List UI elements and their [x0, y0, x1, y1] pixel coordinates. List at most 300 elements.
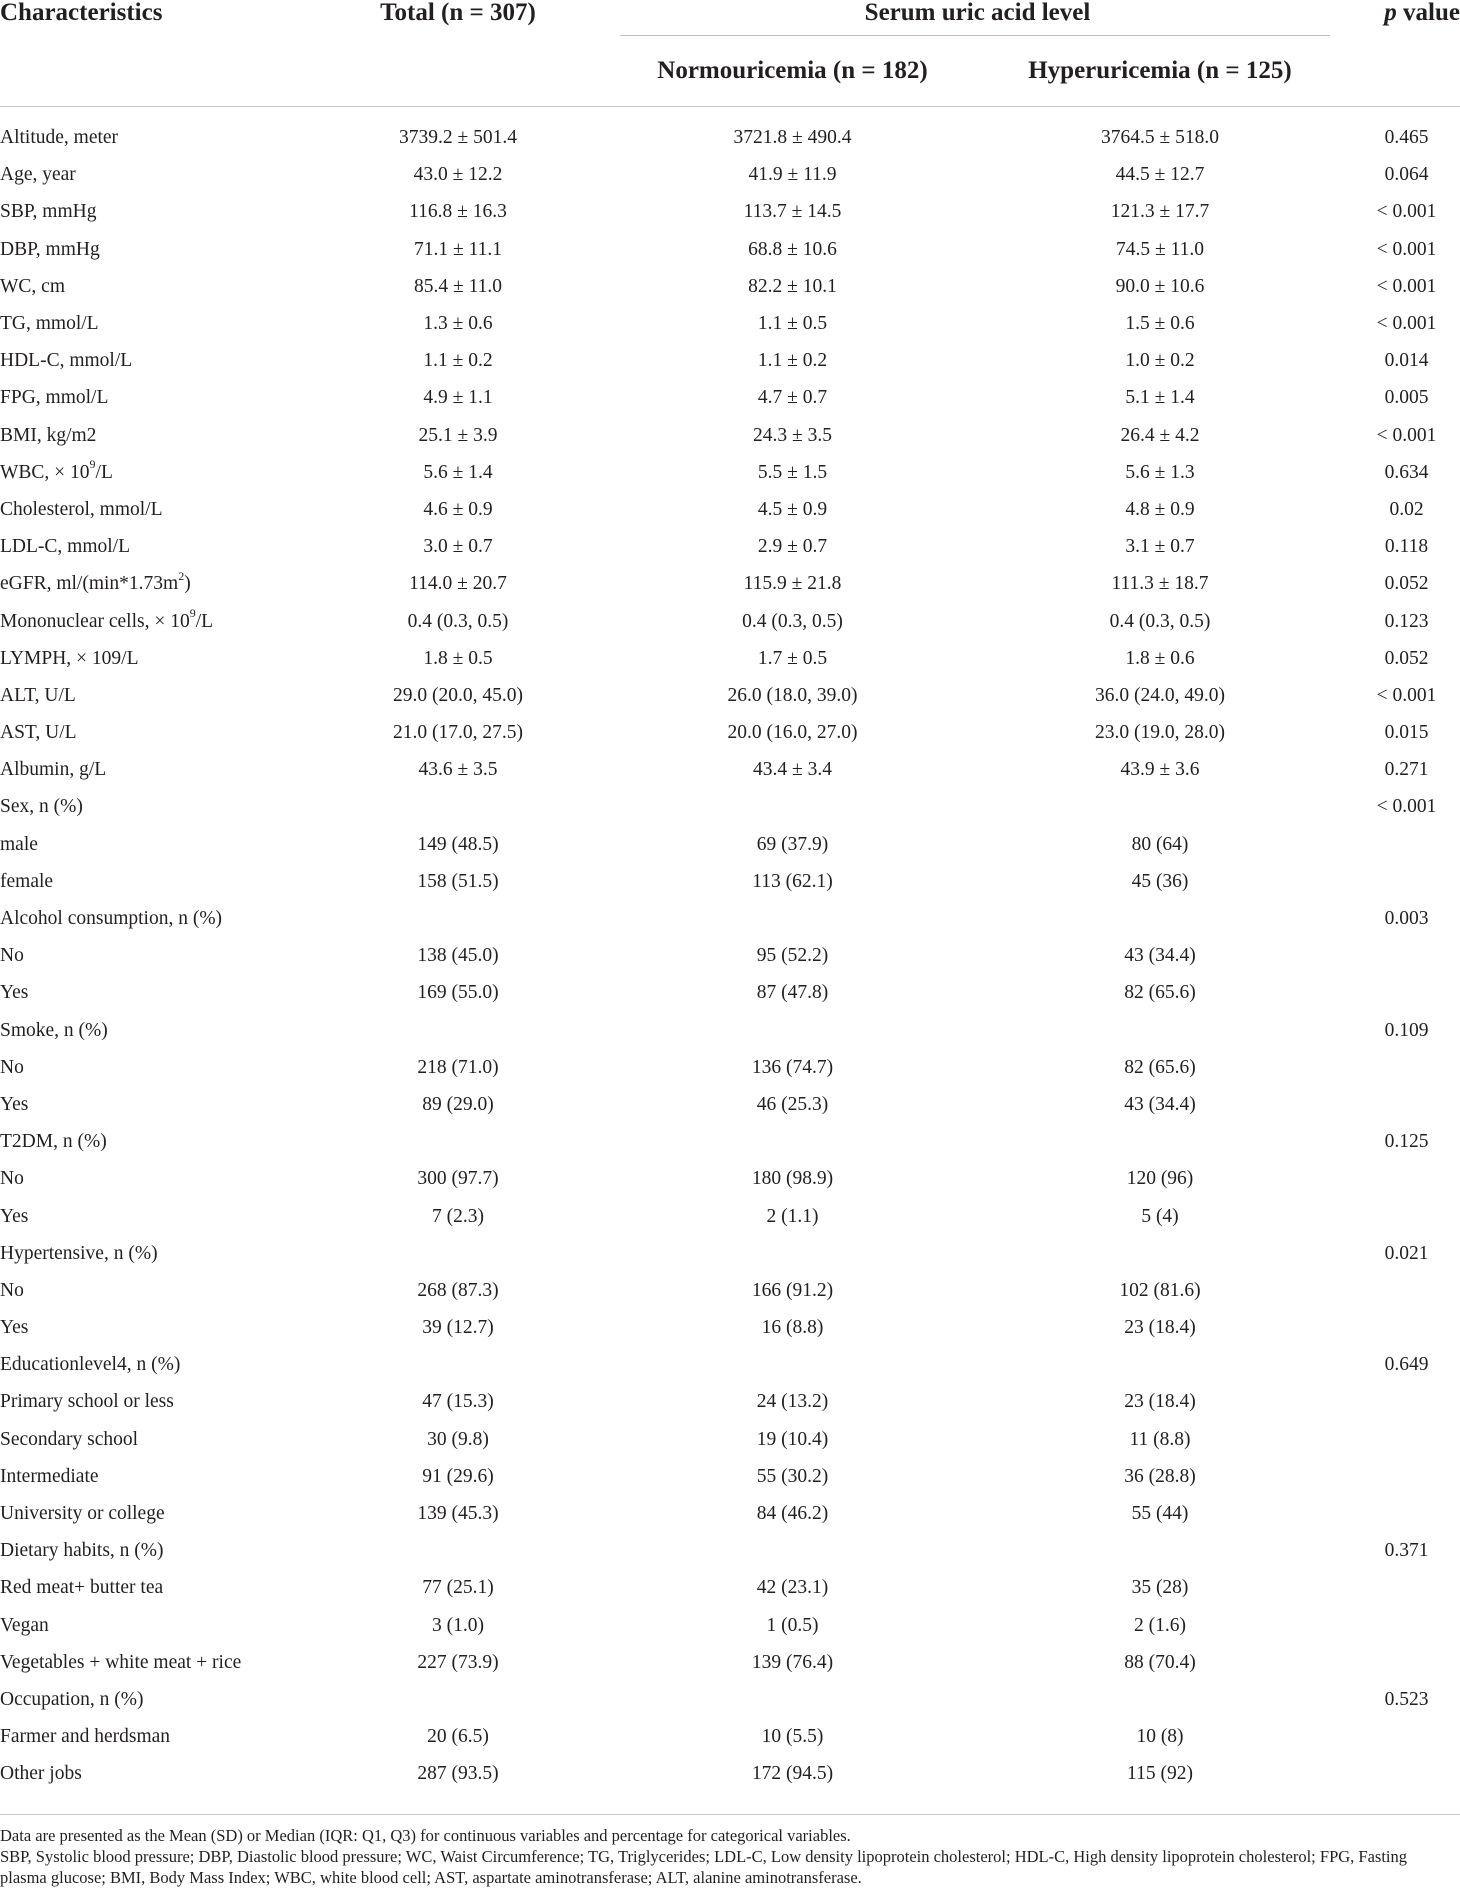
table-header: [0, 0, 1460, 107]
cell-total: 91 (29.6): [422, 1465, 494, 1487]
cell-p-value: 0.271: [1384, 759, 1429, 781]
table-row: [0, 1755, 1460, 1800]
cell-total: [320, 1235, 610, 1272]
row-label: [0, 417, 320, 454]
row-label: [0, 156, 320, 193]
row-label-text: FPG, mmol/L: [0, 387, 109, 409]
cell-normouricemia: 5.5 ± 1.5: [757, 461, 828, 483]
table-row: [0, 1012, 1460, 1049]
row-label-text: No: [0, 945, 24, 967]
row-label-text: HDL-C, mmol/L: [0, 350, 133, 372]
cell-total: 4.6 ± 0.9: [423, 498, 493, 520]
row-label-text: Alcohol consumption, n (%): [0, 908, 223, 930]
row-label: [0, 974, 320, 1011]
table-row: [0, 528, 1460, 565]
row-label-text: AST, U/L: [0, 722, 77, 744]
cell-normouricemia: 42 (23.1): [756, 1577, 829, 1599]
row-label: [0, 602, 320, 639]
cell-normouricemia: 95 (52.2): [756, 945, 829, 967]
cell-p-value: < 0.001: [1376, 796, 1437, 818]
table-row: [0, 268, 1460, 305]
row-label-text: Yes: [0, 982, 29, 1004]
row-label-text: Other jobs: [0, 1763, 82, 1785]
cell-total: 0.4 (0.3, 0.5): [407, 610, 509, 632]
row-label-text: Yes: [0, 1317, 29, 1339]
cell-p-value: < 0.001: [1376, 313, 1437, 335]
row-label-text: No: [0, 1168, 24, 1190]
cell-hyperuricemia: 5.1 ± 1.4: [1125, 387, 1195, 409]
cell-hyperuricemia: 44.5 ± 12.7: [1115, 164, 1205, 186]
cell-hyperuricemia: 121.3 ± 17.7: [1110, 201, 1210, 223]
table-row: [0, 1272, 1460, 1309]
cell-hyperuricemia: 36 (28.8): [1124, 1465, 1196, 1487]
cell-normouricemia: 180 (98.9): [751, 1168, 834, 1190]
footnote-data-presentation: Data are presented as the Mean (SD) or Median (IQR: Q1, Q3) for continuous variables and percentage for categorical variables.: [0, 1826, 851, 1846]
table-row: [0, 863, 1460, 900]
cell-p-value: [1345, 1755, 1460, 1800]
table-body: [0, 107, 1460, 1801]
cell-hyperuricemia: 1.8 ± 0.6: [1125, 647, 1195, 669]
cell-p-value: < 0.001: [1376, 201, 1437, 223]
row-label: [0, 900, 320, 937]
cell-total: 149 (48.5): [417, 833, 499, 855]
table-row: [0, 937, 1460, 974]
row-label: [0, 1458, 320, 1495]
cell-p-value: [1345, 1607, 1460, 1644]
row-label-text: ALT, U/L: [0, 684, 76, 706]
row-label-superscript: 9: [189, 606, 196, 621]
table-row: [0, 751, 1460, 788]
row-label: [0, 1607, 320, 1644]
cell-normouricemia: 113 (62.1): [752, 870, 833, 892]
row-label: [0, 863, 320, 900]
row-label: [0, 1718, 320, 1755]
cell-total: 89 (29.0): [422, 1093, 494, 1115]
cell-p-value: < 0.001: [1376, 424, 1437, 446]
header-hyperuricemia: Hyperuricemia (n = 125): [1028, 57, 1292, 84]
cell-p-value: < 0.001: [1376, 684, 1437, 706]
cell-hyperuricemia: 43 (34.4): [1124, 945, 1196, 967]
row-label: [0, 1086, 320, 1123]
cell-total: [320, 788, 610, 825]
cell-total: 30 (9.8): [427, 1428, 489, 1450]
cell-p-value: 0.118: [1384, 536, 1429, 558]
row-label-text: TG, mmol/L: [0, 313, 99, 335]
row-label-text: Occupation, n (%): [0, 1688, 144, 1710]
cell-total: 7 (2.3): [432, 1205, 484, 1227]
cell-normouricemia: 55 (30.2): [756, 1465, 829, 1487]
table-row: [0, 1086, 1460, 1123]
row-label: [0, 826, 320, 863]
row-label-text: Intermediate: [0, 1465, 99, 1487]
row-label: [0, 1755, 320, 1800]
row-label: [0, 1383, 320, 1420]
row-label: [0, 193, 320, 230]
cell-hyperuricemia: 1.0 ± 0.2: [1125, 350, 1195, 372]
table-row: [0, 156, 1460, 193]
cell-total: 4.9 ± 1.1: [423, 387, 493, 409]
row-label: [0, 714, 320, 751]
cell-normouricemia: [610, 1123, 975, 1160]
cell-hyperuricemia: 0.4 (0.3, 0.5): [1109, 610, 1211, 632]
cell-p-value: [1345, 1197, 1460, 1234]
cell-p-value: [1345, 937, 1460, 974]
cell-hyperuricemia: 4.8 ± 0.9: [1125, 498, 1195, 520]
row-label-suffix: ): [184, 573, 191, 595]
cell-hyperuricemia: 45 (36): [1131, 870, 1189, 892]
cell-total: [320, 1012, 610, 1049]
cell-p-value: 0.064: [1384, 164, 1429, 186]
row-label-text: Dietary habits, n (%): [0, 1540, 164, 1562]
row-label: [0, 1421, 320, 1458]
cell-p-value: < 0.001: [1376, 238, 1437, 260]
cell-total: 71.1 ± 11.1: [414, 238, 502, 260]
cell-normouricemia: 20.0 (16.0, 27.0): [727, 722, 858, 744]
cell-total: 138 (45.0): [417, 945, 499, 967]
row-label: [0, 1681, 320, 1718]
cell-hyperuricemia: 80 (64): [1131, 833, 1189, 855]
cell-normouricemia: [610, 1681, 975, 1718]
row-label-text: Cholesterol, mmol/L: [0, 498, 163, 520]
cell-p-value: [1345, 863, 1460, 900]
cell-hyperuricemia: 82 (65.6): [1124, 982, 1196, 1004]
cell-p-value: 0.005: [1384, 387, 1429, 409]
table-row: [0, 565, 1460, 602]
table-row: [0, 1383, 1460, 1420]
row-label-superscript: 9: [89, 457, 96, 472]
row-label: [0, 1012, 320, 1049]
cell-p-value: 0.465: [1384, 127, 1429, 149]
cell-hyperuricemia: [975, 1681, 1345, 1718]
cell-total: [320, 1532, 610, 1569]
row-label-suffix: /L: [95, 461, 113, 483]
cell-hyperuricemia: 23.0 (19.0, 28.0): [1095, 722, 1225, 744]
cell-hyperuricemia: 11 (8.8): [1129, 1428, 1191, 1450]
row-label-text: male: [0, 833, 38, 855]
row-label: [0, 640, 320, 677]
cell-normouricemia: 82.2 ± 10.1: [748, 275, 837, 297]
table-row: [0, 491, 1460, 528]
row-label: [0, 1569, 320, 1606]
cell-p-value: [1345, 1160, 1460, 1197]
row-label: [0, 1272, 320, 1309]
header-normouricemia: Normouricemia (n = 182): [657, 57, 928, 84]
row-label: [0, 565, 320, 602]
row-label: [0, 937, 320, 974]
row-label-text: eGFR, ml/(min*1.73m: [0, 573, 179, 595]
cell-hyperuricemia: 36.0 (24.0, 49.0): [1095, 684, 1225, 706]
cell-normouricemia: [610, 1346, 975, 1383]
cell-p-value: [1345, 1644, 1460, 1681]
row-label-text: female: [0, 870, 54, 892]
cell-normouricemia: 0.4 (0.3, 0.5): [742, 610, 843, 632]
row-label-text: WBC, × 10: [0, 461, 90, 483]
table-row: [0, 305, 1460, 342]
cell-normouricemia: 166 (91.2): [751, 1279, 834, 1301]
row-label: [0, 1644, 320, 1681]
row-label-text: BMI, kg/m2: [0, 424, 97, 446]
header-blank-3: [1345, 36, 1460, 107]
cell-normouricemia: [610, 1235, 975, 1272]
row-label-text: Smoke, n (%): [0, 1019, 108, 1041]
cell-p-value: 0.021: [1384, 1242, 1429, 1264]
header-total: Total (n = 307): [380, 0, 536, 26]
cell-hyperuricemia: 10 (8): [1136, 1726, 1184, 1748]
row-label-text: Primary school or less: [0, 1391, 174, 1413]
cell-normouricemia: 4.7 ± 0.7: [757, 387, 828, 409]
row-label-text: LYMPH, × 109/L: [0, 647, 139, 669]
table-row: [0, 1235, 1460, 1272]
cell-p-value: < 0.001: [1376, 275, 1437, 297]
cell-total: 20 (6.5): [427, 1726, 489, 1748]
cell-p-value: 0.052: [1384, 573, 1429, 595]
cell-total: 39 (12.7): [422, 1317, 494, 1339]
cell-p-value: [1345, 1086, 1460, 1123]
cell-p-value: 0.123: [1384, 610, 1429, 632]
cell-total: 29.0 (20.0, 45.0): [393, 684, 523, 706]
row-label-text: Altitude, meter: [0, 127, 119, 149]
cell-total: 21.0 (17.0, 27.5): [393, 722, 523, 744]
cell-normouricemia: 84 (46.2): [756, 1503, 829, 1525]
row-label-suffix: /L: [195, 610, 214, 632]
row-label-text: Albumin, g/L: [0, 759, 107, 781]
table-row: [0, 1421, 1460, 1458]
cell-hyperuricemia: 5.6 ± 1.3: [1125, 461, 1195, 483]
row-label: [0, 342, 320, 379]
cell-p-value: 0.014: [1384, 350, 1429, 372]
cell-normouricemia: 10 (5.5): [761, 1726, 824, 1748]
table-row: [0, 342, 1460, 379]
cell-normouricemia: 2.9 ± 0.7: [757, 536, 828, 558]
header-blank-2: [320, 36, 610, 107]
table-row: [0, 1346, 1460, 1383]
table-row: [0, 1197, 1460, 1234]
row-label: [0, 231, 320, 268]
table-row: [0, 788, 1460, 825]
cell-p-value: 0.052: [1384, 647, 1429, 669]
row-label-text: SBP, mmHg: [0, 201, 97, 223]
table-row: [0, 974, 1460, 1011]
row-label: [0, 1495, 320, 1532]
cell-hyperuricemia: [975, 1123, 1345, 1160]
cell-total: [320, 900, 610, 937]
table-row: [0, 1644, 1460, 1681]
cell-total: 47 (15.3): [422, 1391, 494, 1413]
cell-normouricemia: 115.9 ± 21.8: [743, 573, 842, 595]
cell-normouricemia: 19 (10.4): [756, 1428, 829, 1450]
row-label: [0, 788, 320, 825]
row-label: [0, 454, 320, 491]
cell-hyperuricemia: 26.4 ± 4.2: [1120, 424, 1200, 446]
cell-normouricemia: 87 (47.8): [756, 982, 829, 1004]
cell-hyperuricemia: 5 (4): [1141, 1205, 1179, 1227]
cell-hyperuricemia: [975, 1532, 1345, 1569]
table-row: [0, 1495, 1460, 1532]
table-row: [0, 231, 1460, 268]
table-row: [0, 602, 1460, 639]
cell-p-value: [1345, 1383, 1460, 1420]
table-row: [0, 1569, 1460, 1606]
row-label-text: University or college: [0, 1503, 165, 1525]
cell-normouricemia: [610, 900, 975, 937]
table-row: [0, 1532, 1460, 1569]
table-row: [0, 1160, 1460, 1197]
cell-total: [320, 1681, 610, 1718]
cell-hyperuricemia: 3764.5 ± 518.0: [1101, 127, 1219, 149]
table-row: [0, 1718, 1460, 1755]
cell-p-value: 0.02: [1389, 498, 1424, 520]
table-row: [0, 379, 1460, 416]
cell-total: 1.1 ± 0.2: [423, 350, 493, 372]
cell-p-value: 0.109: [1384, 1019, 1429, 1041]
row-label-text: LDL-C, mmol/L: [0, 536, 130, 558]
row-label-text: WC, cm: [0, 275, 65, 297]
cell-p-value: [1345, 1458, 1460, 1495]
cell-normouricemia: 26.0 (18.0, 39.0): [727, 684, 858, 706]
row-label-text: Yes: [0, 1093, 29, 1115]
header-characteristics: Characteristics: [0, 0, 163, 26]
row-label-text: Educationlevel4, n (%): [0, 1354, 181, 1376]
cell-hyperuricemia: 23 (18.4): [1124, 1391, 1196, 1413]
table-row: [0, 1123, 1460, 1160]
row-label-text: DBP, mmHg: [0, 238, 100, 260]
table-row: [0, 417, 1460, 454]
row-label-text: Secondary school: [0, 1428, 139, 1450]
cell-total: 3.0 ± 0.7: [423, 536, 493, 558]
row-label: [0, 1123, 320, 1160]
cell-total: [320, 1123, 610, 1160]
cell-hyperuricemia: [975, 1235, 1345, 1272]
header-blank-1: [0, 36, 320, 107]
row-label-text: Vegetables + white meat + rice: [0, 1651, 242, 1673]
cell-p-value: 0.634: [1384, 461, 1429, 483]
cell-p-value: 0.015: [1384, 722, 1429, 744]
row-label: [0, 379, 320, 416]
cell-total: 43.0 ± 12.2: [413, 164, 503, 186]
cell-normouricemia: 16 (8.8): [761, 1317, 824, 1339]
cell-total: 169 (55.0): [417, 982, 499, 1004]
cell-hyperuricemia: 115 (92): [1127, 1763, 1193, 1785]
cell-normouricemia: 69 (37.9): [756, 833, 829, 855]
row-label: [0, 305, 320, 342]
row-label: [0, 528, 320, 565]
row-label-text: No: [0, 1056, 24, 1078]
cell-p-value: [1345, 1272, 1460, 1309]
cell-hyperuricemia: 1.5 ± 0.6: [1125, 313, 1195, 335]
cell-normouricemia: 41.9 ± 11.9: [748, 164, 837, 186]
table-row: [0, 193, 1460, 230]
row-label-text: Hypertensive, n (%): [0, 1242, 158, 1264]
cell-total: 268 (87.3): [417, 1279, 499, 1301]
row-label: [0, 1197, 320, 1234]
cell-normouricemia: 113.7 ± 14.5: [743, 201, 842, 223]
cell-total: 77 (25.1): [422, 1577, 494, 1599]
cell-total: 300 (97.7): [417, 1168, 499, 1190]
cell-hyperuricemia: 82 (65.6): [1124, 1056, 1196, 1078]
row-label: [0, 1049, 320, 1086]
row-label-text: Sex, n (%): [0, 796, 83, 818]
cell-p-value: 0.649: [1384, 1354, 1429, 1376]
cell-normouricemia: 1.1 ± 0.5: [757, 313, 828, 335]
table-row: [0, 454, 1460, 491]
table-row: [0, 107, 1460, 157]
table-row: [0, 1458, 1460, 1495]
table-row: [0, 714, 1460, 751]
row-label-text: T2DM, n (%): [0, 1131, 107, 1153]
cell-normouricemia: 136 (74.7): [751, 1056, 834, 1078]
cell-total: 287 (93.5): [417, 1763, 499, 1785]
cell-total: 114.0 ± 20.7: [409, 573, 507, 595]
cell-normouricemia: 1.1 ± 0.2: [757, 350, 828, 372]
row-label: [0, 268, 320, 305]
cell-p-value: [1345, 826, 1460, 863]
cell-p-value: [1345, 1421, 1460, 1458]
row-label: [0, 1346, 320, 1383]
cell-p-value: [1345, 1718, 1460, 1755]
cell-p-value: [1345, 1049, 1460, 1086]
table-row: [0, 826, 1460, 863]
cell-hyperuricemia: 23 (18.4): [1124, 1317, 1196, 1339]
row-label: [0, 677, 320, 714]
row-label: [0, 1235, 320, 1272]
cell-normouricemia: 43.4 ± 3.4: [753, 759, 832, 781]
cell-total: 218 (71.0): [417, 1056, 499, 1078]
cell-normouricemia: 1.7 ± 0.5: [757, 647, 828, 669]
table-row: [0, 1681, 1460, 1718]
cell-hyperuricemia: 102 (81.6): [1119, 1279, 1201, 1301]
header-group-label: Serum uric acid level: [864, 0, 1091, 26]
cell-normouricemia: 139 (76.4): [751, 1651, 834, 1673]
cell-total: 139 (45.3): [417, 1503, 499, 1525]
cell-hyperuricemia: 88 (70.4): [1124, 1651, 1196, 1673]
cell-normouricemia: [610, 788, 975, 825]
row-label: [0, 107, 320, 157]
cell-normouricemia: 2 (1.1): [766, 1205, 819, 1227]
row-label-superscript: 2: [178, 568, 185, 583]
table-row: [0, 1309, 1460, 1346]
row-label-text: Age, year: [0, 164, 76, 186]
cell-hyperuricemia: 43 (34.4): [1124, 1093, 1196, 1115]
cell-total: 116.8 ± 16.3: [409, 201, 507, 223]
cell-total: 227 (73.9): [417, 1651, 499, 1673]
cell-hyperuricemia: 43.9 ± 3.6: [1120, 759, 1200, 781]
table-row: [0, 900, 1460, 937]
cell-normouricemia: 172 (94.5): [751, 1763, 834, 1785]
cell-p-value: 0.125: [1384, 1131, 1429, 1153]
cell-normouricemia: 68.8 ± 10.6: [748, 238, 837, 260]
cell-normouricemia: 1 (0.5): [766, 1614, 819, 1636]
cell-total: 158 (51.5): [417, 870, 499, 892]
cell-hyperuricemia: 74.5 ± 11.0: [1116, 238, 1204, 260]
cell-normouricemia: [610, 1532, 975, 1569]
cell-hyperuricemia: [975, 1012, 1345, 1049]
cell-total: 1.8 ± 0.5: [423, 647, 493, 669]
cell-hyperuricemia: 35 (28): [1131, 1577, 1189, 1599]
cell-hyperuricemia: 3.1 ± 0.7: [1125, 536, 1195, 558]
cell-total: 43.6 ± 3.5: [418, 759, 498, 781]
header-p-rest: value: [1396, 0, 1460, 26]
cell-p-value: [1345, 1569, 1460, 1606]
cell-p-value: [1345, 974, 1460, 1011]
table-row: [0, 640, 1460, 677]
row-label: [0, 751, 320, 788]
cell-normouricemia: 3721.8 ± 490.4: [733, 127, 852, 149]
header-p-value: [1345, 0, 1460, 36]
cell-total: 25.1 ± 3.9: [418, 424, 498, 446]
cell-hyperuricemia: 90.0 ± 10.6: [1115, 275, 1205, 297]
cell-hyperuricemia: 111.3 ± 18.7: [1111, 573, 1209, 595]
cell-normouricemia: [610, 1012, 975, 1049]
